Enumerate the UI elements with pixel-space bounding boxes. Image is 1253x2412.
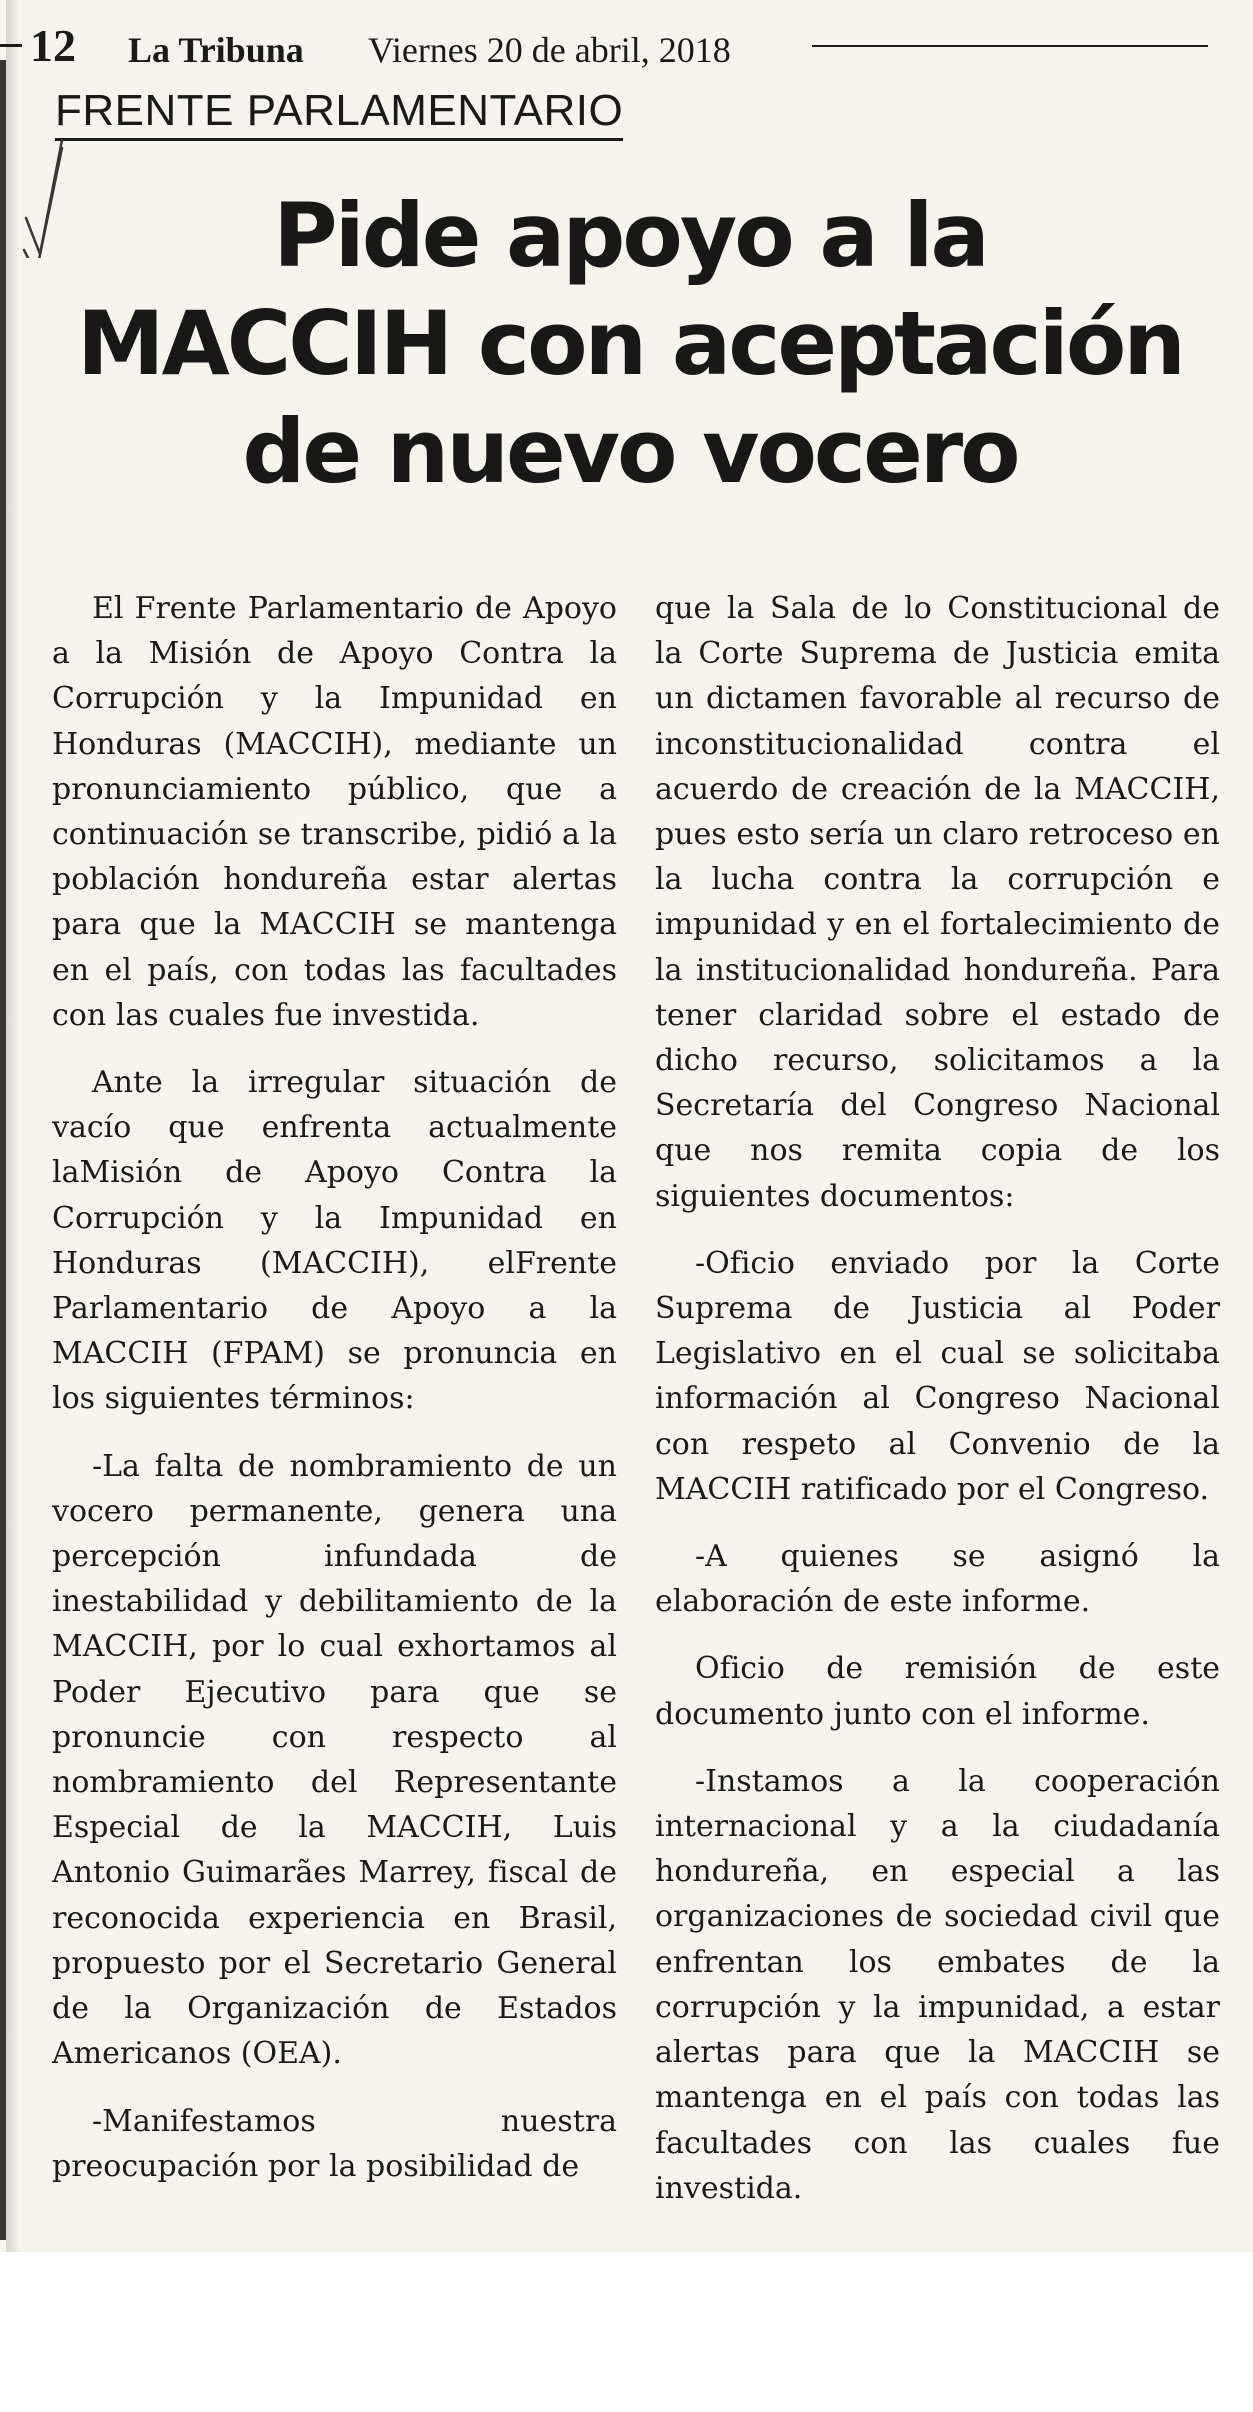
headline <box>40 182 1220 506</box>
scan-shadow <box>6 0 20 2412</box>
paragraph: -La falta de nombramiento de un vocero permanente, genera una percepción infundada de inestabilidad y debilitamiento de la MACCIH, por lo cual exhortamos al Poder Ejecutivo para que se pronuncie con respecto al nombramiento del Representante Especial de la MACCIH, Luis Antonio Guimarães Marrey, fiscal de reconocida experiencia en Brasil, propuesto por el Secretario General de la Organización de Estados Americanos (OEA). <box>52 1448 617 2072</box>
paragraph: -Instamos a la cooperación internacional y a la ciudadanía hondureña, en especial a las organizaciones de sociedad civil que enfrentan los embates de la corrupción y la impunidad, a estar alertas para que la MACCIH se mantenga en el país con todas las facultades con las cuales fue investida. <box>655 1763 1220 2206</box>
folio-tick <box>0 44 22 47</box>
section-label: FRENTE PARLAMENTARIO <box>55 86 623 141</box>
article-column-right <box>655 586 1220 2233</box>
issue-date: Viernes 20 de abril, 2018 <box>368 30 731 70</box>
paragraph: El Frente Parlamentario de Apoyo a la Misión de Apoyo Contra la Corrupción y la Impunidad en Honduras (MACCIH), mediante un pronunciamiento público, que a continuación se transcribe, pidió a la población hondureña estar alertas para que la MACCIH se mantenga en el país, con todas las facultades con las cuales fue investida. <box>52 591 617 1033</box>
headline-line-3: de nuevo vocero <box>242 400 1018 503</box>
folio-line <box>0 18 1210 78</box>
paragraph: Oficio de remisión de este documento junto con el informe. <box>655 1651 1220 1732</box>
scan-margin <box>0 2252 1253 2412</box>
paragraph: -Oficio enviado por la Corte Suprema de Justicia al Poder Legislativo en el cual se solicitaba información al Congreso Nacional con respeto al Convenio de la MACCIH ratificado por el Congreso. <box>655 1245 1220 1507</box>
paper-name: La Tribuna <box>128 30 304 70</box>
headline-line-1: Pide apoyo a la <box>273 184 987 287</box>
paragraph: -A quienes se asignó la elaboración de este informe. <box>655 1539 1220 1620</box>
page-number: 12 <box>30 20 76 71</box>
paragraph: Ante la irregular situación de vacío que enfrenta actualmente laMisión de Apoyo Contra la Corrupción y la Impunidad en Honduras (MACCIH), elFrente Parlamentario de Apoyo a la MACCIH (FPAM) se pronuncia en los siguientes términos: <box>52 1065 617 1417</box>
paragraph: que la Sala de lo Constitucional de la Corte Suprema de Justicia emita un dictamen favorable al recurso de inconstitucionalidad contra el acuerdo de creación de la MACCIH, pues esto sería un claro retroceso en la lucha contra la corrupción e impunidad y en el fortalecimiento de la institucionalidad hondureña. Para tener claridad sobre el estado de dicho recurso, solicitamos a la Secretaría del Congreso Nacional que nos remita copia de los siguientes documentos: <box>655 591 1220 1214</box>
folio-rule <box>812 45 1208 47</box>
article-column-left <box>52 586 617 2211</box>
headline-line-2: MACCIH con aceptación <box>77 292 1183 395</box>
paragraph: -Manifestamos nuestra preocupación por la posibilidad de <box>52 2103 617 2184</box>
